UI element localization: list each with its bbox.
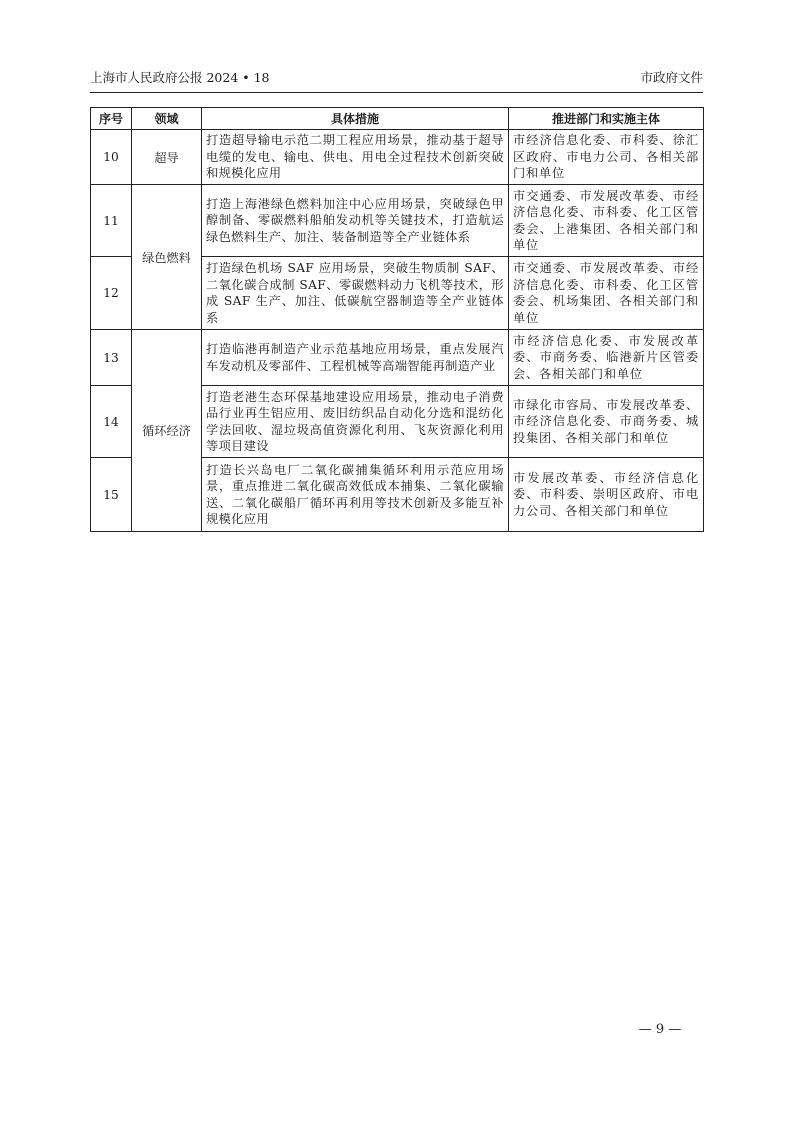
column-header-num: 序号 [91,108,132,130]
dept-cell: 市交通委、市发展改革委、市经济信息化委、市科委、化工区管委会、机场集团、各相关部门和单位 [509,257,704,330]
row-number: 12 [91,257,132,330]
table-row [91,130,704,185]
header-rule [90,92,703,93]
section-title: 市政府文件 [640,70,703,85]
field-cell: 绿色燃料 [132,185,202,330]
publication-title: 上海市人民政府公报 2024 • 18 [90,70,270,85]
measure-cell: 打造老港生态环保基地建设应用场景，推动电子消费品行业再生铝应用、废旧纺织品自动化分选和混纺化学法回收、湿垃圾高值资源化利用、飞灰资源化利用等项目建设 [202,386,509,458]
column-header-dept: 推进部门和实施主体 [509,108,704,130]
dept-cell: 市交通委、市发展改革委、市经济信息化委、市科委、化工区管委会、上港集团、各相关部门和单位 [509,185,704,257]
measure-cell: 打造临港再制造产业示范基地应用场景，重点发展汽车发动机及零部件、工程机械等高端智能再制造产业 [202,330,509,386]
row-number: 13 [91,330,132,386]
row-number: 11 [91,185,132,257]
measure-cell: 打造上海港绿色燃料加注中心应用场景，突破绿色甲醇制备、零碳燃料船舶发动机等关键技术，打造航运绿色燃料生产、加注、装备制造等全产业链体系 [202,185,509,257]
dept-cell: 市经济信息化委、市发展改革委、市商务委、临港新片区管委会、各相关部门和单位 [509,330,704,386]
measures-table [90,107,704,532]
measure-cell: 打造超导输电示范二期工程应用场景，推动基于超导电缆的发电、输电、供电、用电全过程技术创新突破和规模化应用 [202,130,509,185]
dept-cell: 市绿化市容局、市发展改革委、市经济信息化委、市商务委、城投集团、各相关部门和单位 [509,386,704,458]
table-row [91,185,704,257]
column-header-measure: 具体措施 [202,108,509,130]
measure-cell: 打造绿色机场 SAF 应用场景，突破生物质制 SAF、二氧化碳合成制 SAF、零碳燃料动力飞机等技术，形成 SAF 生产、加注、低碳航空器制造等全产业链体系 [202,257,509,330]
dept-cell: 市发展改革委、市经济信息化委、市科委、崇明区政府、市电力公司、各相关部门和单位 [509,458,704,532]
field-cell: 超导 [132,130,202,185]
page-header [90,66,703,88]
table-row [91,330,704,386]
row-number: 15 [91,458,132,532]
page-number: — 9 — [638,1022,682,1037]
table-header-row [91,108,704,130]
column-header-field: 领域 [132,108,202,130]
row-number: 10 [91,130,132,185]
field-cell: 循环经济 [132,330,202,532]
measure-cell: 打造长兴岛电厂二氧化碳捕集循环利用示范应用场景，重点推进二氧化碳高效低成本捕集、二氧化碳输送、二氧化碳船厂循环再利用等技术创新及多能互补规模化应用 [202,458,509,532]
dept-cell: 市经济信息化委、市科委、徐汇区政府、市电力公司、各相关部门和单位 [509,130,704,185]
row-number: 14 [91,386,132,458]
